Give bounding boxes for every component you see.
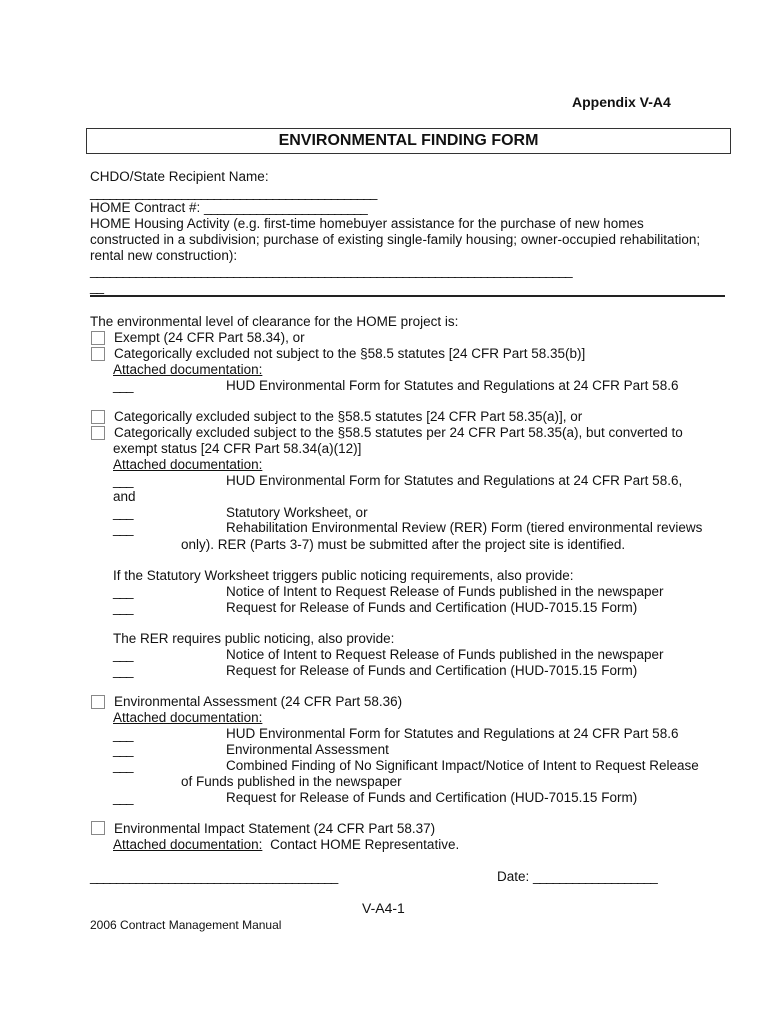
- cat-excluded-subject-label: Categorically excluded subject to the §58.5 statutes [24 CFR Part 58.35(a)], or: [114, 409, 583, 424]
- attached-documentation-label: Attached documentation:: [113, 710, 263, 725]
- activity-line-3: rental new construction):: [90, 248, 238, 263]
- doc-blank[interactable]: ___: [113, 378, 133, 393]
- environmental-assessment-label: Environmental Assessment (24 CFR Part 58.36): [114, 694, 403, 709]
- cat-excluded-converted-checkbox[interactable]: [91, 426, 105, 440]
- doc-blank[interactable]: ___: [113, 473, 133, 488]
- form-title: ENVIRONMENTAL FINDING FORM: [86, 128, 731, 154]
- request-for-release: Request for Release of Funds and Certification (HUD-7015.15 Form): [226, 790, 638, 805]
- appendix-label: Appendix V-A4: [572, 94, 671, 110]
- exempt-checkbox[interactable]: [91, 331, 105, 345]
- attached-documentation-label: Attached documentation:: [113, 837, 263, 852]
- doc-blank[interactable]: ___: [113, 505, 133, 520]
- doc-blank[interactable]: ___: [113, 584, 133, 599]
- rer-noticing-text: The RER requires public noticing, also provide:: [113, 631, 395, 646]
- contact-home-rep: Contact HOME Representative.: [270, 837, 460, 852]
- rer-form-line-2: only). RER (Parts 3-7) must be submitted after the project site is identified.: [181, 537, 626, 552]
- cat-excluded-subject-checkbox[interactable]: [91, 410, 105, 424]
- cat-excluded-converted-line-1: Categorically excluded subject to the §58.5 statutes per 24 CFR Part 58.35(a), but converted to: [114, 425, 683, 440]
- doc-blank[interactable]: ___: [113, 663, 133, 678]
- doc-blank[interactable]: ___: [113, 521, 133, 536]
- contract-number-row: [90, 200, 367, 216]
- rer-form-line-1: Rehabilitation Environmental Review (RER) Form (tiered environmental reviews: [226, 520, 703, 535]
- activity-line-1: HOME Housing Activity (e.g. first-time homebuyer assistance for the purchase of new homes: [90, 216, 644, 231]
- environmental-impact-statement-label: Environmental Impact Statement (24 CFR Part 58.37): [114, 821, 436, 836]
- doc-blank[interactable]: ___: [113, 742, 133, 757]
- fonsi-line-1: Combined Finding of No Significant Impact/Notice of Intent to Request Release: [226, 758, 699, 773]
- activity-line-2: constructed in a subdivision; purchase of existing single-family housing; owner-occupied rehabilitation;: [90, 232, 701, 247]
- doc-blank[interactable]: ___: [113, 790, 133, 805]
- recipient-name-field[interactable]: ____________________________________________: [90, 185, 377, 200]
- doc-blank[interactable]: ___: [113, 647, 133, 662]
- notice-of-intent: Notice of Intent to Request Release of Funds published in the newspaper: [226, 584, 664, 599]
- environmental-assessment-checkbox[interactable]: [91, 695, 105, 709]
- activity-field-1[interactable]: __________________________________________________________________________: [90, 263, 572, 278]
- attached-documentation-label: Attached documentation:: [113, 362, 263, 377]
- page-number: V-A4-1: [362, 900, 405, 916]
- notice-of-intent: Notice of Intent to Request Release of Funds published in the newspaper: [226, 647, 664, 662]
- fonsi-line-2: of Funds published in the newspaper: [181, 774, 402, 789]
- signature-field[interactable]: ______________________________________: [90, 869, 338, 884]
- recipient-name-label: CHDO/State Recipient Name:: [90, 169, 269, 184]
- statutory-worksheet: Statutory Worksheet, or: [226, 505, 368, 520]
- attached-documentation-label: Attached documentation:: [113, 457, 263, 472]
- request-for-release: Request for Release of Funds and Certification (HUD-7015.15 Form): [226, 663, 638, 678]
- date-field[interactable]: ___________________: [533, 869, 657, 884]
- hud-env-form: HUD Environmental Form for Statutes and Regulations at 24 CFR Part 58.6: [226, 378, 679, 393]
- date-row: [497, 869, 657, 885]
- doc-blank[interactable]: ___: [113, 758, 133, 773]
- date-label: Date:: [497, 869, 530, 884]
- contract-number-label: HOME Contract #:: [90, 200, 201, 215]
- footer-text: 2006 Contract Management Manual: [90, 918, 282, 932]
- and-text: and: [113, 489, 136, 504]
- request-for-release: Request for Release of Funds and Certification (HUD-7015.15 Form): [226, 600, 638, 615]
- cat-excluded-not-subject-label: Categorically excluded not subject to the §58.5 statutes [24 CFR Part 58.35(b)]: [114, 346, 586, 361]
- eis-documentation-row: [113, 837, 459, 853]
- exempt-label: Exempt (24 CFR Part 58.34), or: [114, 330, 305, 345]
- contract-number-field[interactable]: _________________________: [204, 200, 367, 215]
- cat-excluded-converted-line-2: exempt status [24 CFR Part 58.34(a)(12)]: [113, 441, 362, 456]
- cat-excluded-not-subject-checkbox[interactable]: [91, 347, 105, 361]
- environmental-assessment-doc: Environmental Assessment: [226, 742, 389, 757]
- environmental-impact-statement-checkbox[interactable]: [91, 821, 105, 835]
- sw-noticing-text: If the Statutory Worksheet triggers public noticing requirements, also provide:: [113, 568, 574, 583]
- section-divider: [90, 295, 725, 297]
- clearance-intro: The environmental level of clearance for the HOME project is:: [90, 314, 459, 329]
- hud-env-form: HUD Environmental Form for Statutes and Regulations at 24 CFR Part 58.6,: [226, 473, 683, 488]
- activity-field-2[interactable]: __: [90, 279, 104, 294]
- hud-env-form: HUD Environmental Form for Statutes and Regulations at 24 CFR Part 58.6: [226, 726, 679, 741]
- doc-blank[interactable]: ___: [113, 727, 133, 742]
- doc-blank[interactable]: ___: [113, 600, 133, 615]
